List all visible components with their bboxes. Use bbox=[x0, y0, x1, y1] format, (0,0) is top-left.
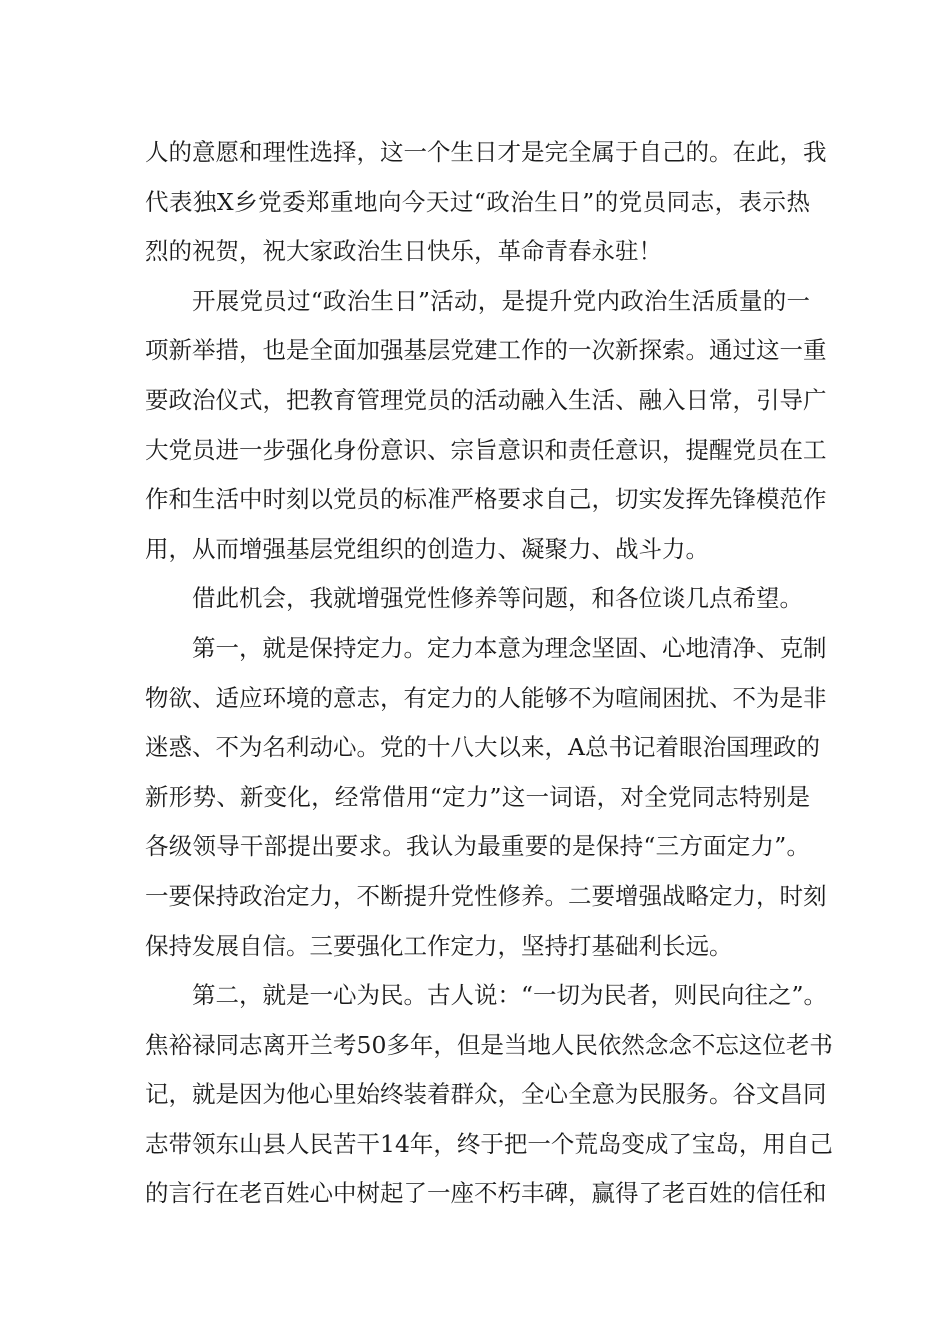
text-line: 第二，就是一心为民。古人说：“一切为民者，则民向往之”。 bbox=[192, 981, 828, 1010]
text-line: 要政治仪式，把教育管理党员的活动融入生活、融入日常，引导广 bbox=[145, 385, 827, 414]
text-line: 一要保持政治定力，不断提升党性修养。二要增强战略定力，时刻 bbox=[145, 881, 827, 910]
text-line: 用，从而增强基层党组织的创造力、凝聚力、战斗力。 bbox=[145, 534, 709, 563]
paragraph-second-point bbox=[145, 971, 833, 1219]
text-line: 记，就是因为他心里始终装着群众，全心全意为民服务。谷文昌同 bbox=[145, 1080, 827, 1109]
text-line: 物欲、适应环境的意志，有定力的人能够不为喧闹困扰、不为是非 bbox=[145, 683, 827, 712]
text-line: 志带领东山县人民苦干14年，终于把一个荒岛变成了宝岛，用自己 bbox=[145, 1129, 833, 1158]
paragraph-hopes-intro bbox=[145, 574, 810, 624]
text-line: 代表独X乡党委郑重地向今天过“政治生日”的党员同志，表示热 bbox=[145, 187, 810, 216]
text-line: 的言行在老百姓心中树起了一座不朽丰碑，赢得了老百姓的信任和 bbox=[145, 1179, 827, 1208]
text-line: 作和生活中时刻以党员的标准严格要求自己，切实发挥先锋模范作 bbox=[145, 485, 827, 514]
text-line: 新形势、新变化，经常借用“定力”这一词语，对全党同志特别是 bbox=[145, 782, 810, 811]
text-line: 烈的祝贺，祝大家政治生日快乐，革命青春永驻！ bbox=[145, 237, 662, 266]
document-body bbox=[145, 128, 833, 1219]
text-line: 借此机会，我就增强党性修养等问题，和各位谈几点希望。 bbox=[192, 584, 803, 613]
text-line: 开展党员过“政治生日”活动，是提升党内政治生活质量的一 bbox=[192, 286, 810, 315]
text-line: 人的意愿和理性选择，这一个生日才是完全属于自己的。在此，我 bbox=[145, 138, 827, 166]
text-line: 保持发展自信。三要强化工作定力，坚持打基础利长远。 bbox=[145, 931, 733, 960]
text-line: 焦裕禄同志离开兰考50多年，但是当地人民依然念念不忘这位老书 bbox=[145, 1030, 833, 1059]
text-line: 项新举措，也是全面加强基层党建工作的一次新探索。通过这一重 bbox=[145, 336, 827, 365]
text-line: 大党员进一步强化身份意识、宗旨意识和责任意识，提醒党员在工 bbox=[145, 435, 827, 464]
paragraph-continuation bbox=[145, 128, 827, 277]
paragraph-political-birthday bbox=[145, 277, 827, 575]
text-line: 各级领导干部提出要求。我认为最重要的是保持“三方面定力”。 bbox=[145, 832, 810, 861]
text-line: 迷惑、不为名利动心。党的十八大以来，A总书记着眼治国理政的 bbox=[145, 733, 820, 762]
text-line: 第一，就是保持定力。定力本意为理念坚固、心地清净、克制 bbox=[192, 633, 827, 662]
paragraph-first-point bbox=[145, 624, 827, 971]
